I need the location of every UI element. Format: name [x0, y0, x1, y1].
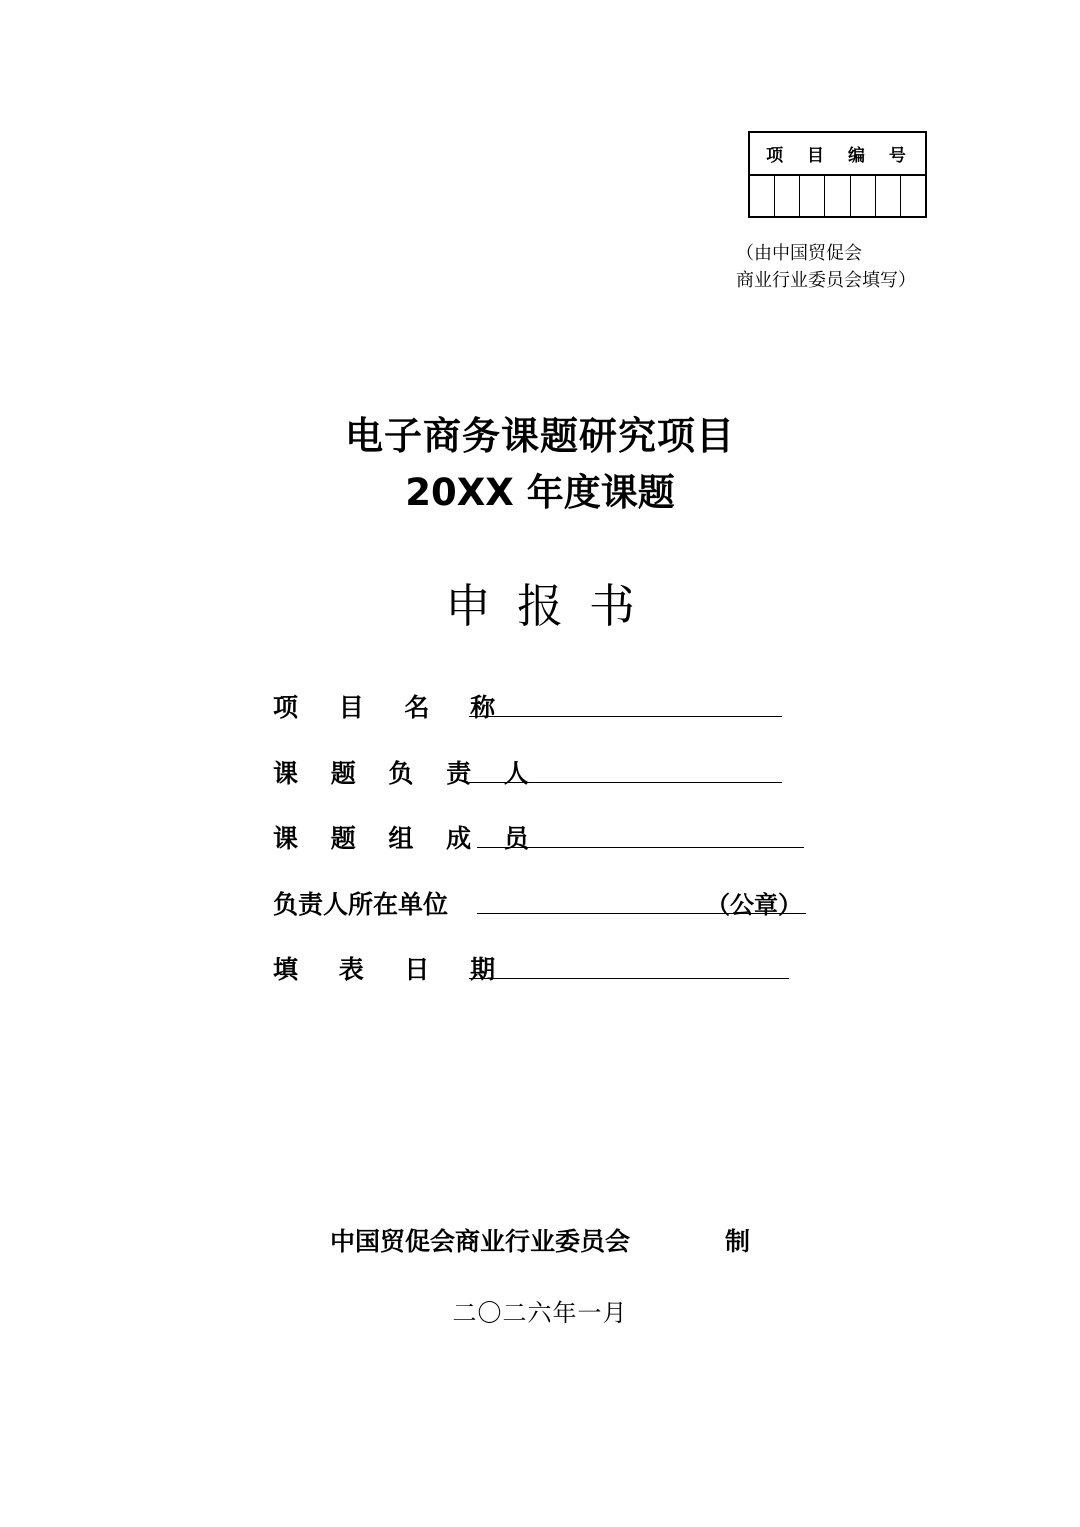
members-field[interactable] — [477, 847, 804, 848]
project-number-note — [736, 240, 916, 294]
project-number-note-line2: 商业行业委员会填写） — [736, 270, 916, 291]
leader-field[interactable] — [469, 782, 782, 783]
project-number-note-line1: （由中国贸促会 — [736, 243, 862, 264]
project-name-label: 项 目 名 称 — [273, 693, 512, 722]
issue-date: 二〇二六年一月 — [452, 1299, 628, 1327]
leader-label: 课 题 负 责 人 — [273, 759, 541, 788]
official-seal-note: （公章） — [706, 891, 802, 919]
project-number-cell[interactable] — [825, 176, 850, 218]
document-title-line1: 电子商务课题研究项目 — [344, 414, 735, 458]
project-number-cells — [750, 176, 925, 218]
project-number-cell[interactable] — [851, 176, 876, 218]
document-title-line2: 20XX 年度课题 — [405, 471, 675, 514]
project-number-cell[interactable] — [901, 176, 925, 218]
fill-date-label: 填 表 日 期 — [273, 955, 512, 984]
unit-label: 负责人所在单位 — [273, 890, 449, 919]
project-number-cell[interactable] — [876, 176, 901, 218]
project-name-field[interactable] — [469, 716, 782, 717]
project-number-cell[interactable] — [775, 176, 800, 218]
document-main-title: 申报书 — [445, 579, 661, 633]
project-number-box — [748, 131, 927, 218]
issuing-organization: 中国贸促会商业行业委员会 — [330, 1227, 631, 1256]
project-number-cell[interactable] — [750, 176, 775, 218]
project-number-cell[interactable] — [800, 176, 825, 218]
members-label: 课 题 组 成 员 — [273, 824, 541, 853]
issuing-mark: 制 — [725, 1227, 751, 1256]
fill-date-field[interactable] — [469, 978, 789, 979]
project-number-header: 项 目 编 号 — [750, 133, 925, 176]
